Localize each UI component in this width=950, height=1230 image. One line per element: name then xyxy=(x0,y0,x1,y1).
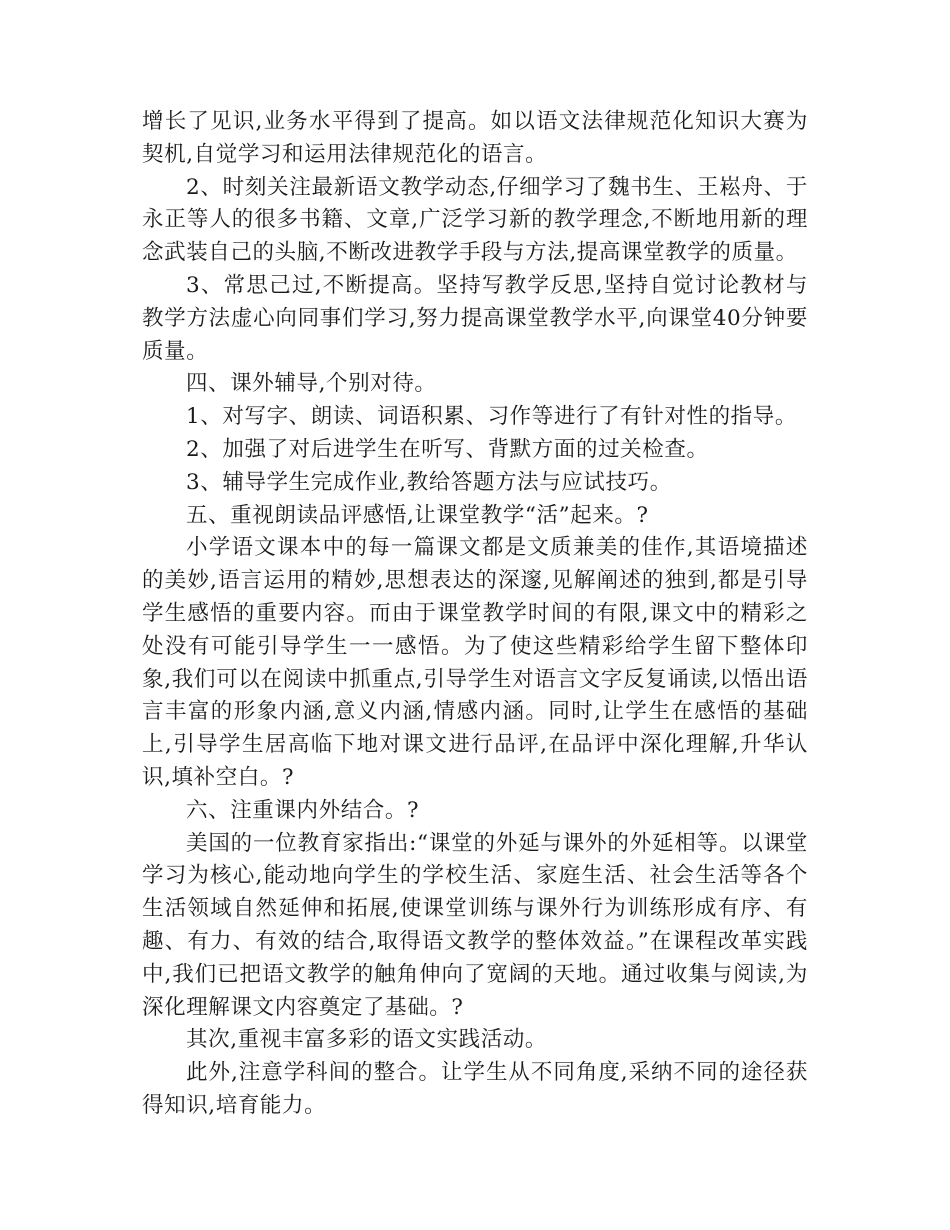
paragraph-item-3: 3、常思己过,不断提高。坚持写教学反思,坚持自觉讨论教材与教学方法虚心向同事们学习,努力提高课堂教学水平,向课堂40分钟要质量。 xyxy=(142,272,808,364)
document-body xyxy=(142,106,808,1123)
paragraph-item-4-2: 2、加强了对后进学生在听写、背默方面的过关检查。 xyxy=(186,436,709,462)
section-heading-4: 四、课外辅导,个别对待。 xyxy=(186,371,437,397)
paragraph-item-4-1: 1、对写字、朗读、词语积累、习作等进行了有针对性的指导。 xyxy=(186,404,797,430)
paragraph-section-5: 小学语文课本中的每一篇课文都是文质兼美的佳作,其语境描述的美妙,语言运用的精妙,思想表达的深邃,见解阐述的独到,都是引导学生感悟的重要内容。而由于课堂教学时间的有限,课文中的精彩之处没有可能引导学生一一感悟。为了使这些精彩给学生留下整体印象,我们可以在阅读中抓重点,引导学生对语言文字反复诵读,以悟出语言丰富的形象内涵,意义内涵,情感内涵。同时,让学生在感悟的基础上,引导学生居高临下地对课文进行品评,在品评中深化理解,升华认识,填补空白。? xyxy=(142,535,808,790)
paragraph-section-6: 美国的一位教育家指出:“课堂的外延与课外的外延相等。以课堂学习为核心,能动地向学生的学校生活、家庭生活、社会生活等各个生活领域自然延伸和拓展,使课堂训练与课外行为训练形成有序、有趣、有力、有效的结合,取得语文教学的整体效益。”在课程改革实践中,我们已把语文教学的触角伸向了宽阔的天地。通过收集与阅读,为深化理解课文内容奠定了基础。? xyxy=(142,830,808,1020)
paragraph-continuation: 增长了见识,业务水平得到了提高。如以语文法律规范化知识大赛为契机,自觉学习和运用法律规范化的语言。 xyxy=(142,109,808,167)
paragraph-item-2: 2、时刻关注最新语文教学动态,仔细学习了魏书生、王崧舟、于永正等人的很多书籍、文章,广泛学习新的教学理念,不断地用新的理念武装自己的头脑,不断改进教学手段与方法,提高课堂教学的质量。 xyxy=(142,174,808,266)
paragraph-item-4-3: 3、辅导学生完成作业,教给答题方法与应试技巧。 xyxy=(186,469,672,495)
paragraph-secondly: 其次,重视丰富多彩的语文实践活动。 xyxy=(186,1027,548,1053)
section-heading-6: 六、注重课内外结合。? xyxy=(186,797,420,823)
section-heading-5: 五、重视朗读品评感悟,让课堂教学“活”起来。? xyxy=(186,502,649,528)
paragraph-moreover: 此外,注意学科间的整合。让学生从不同角度,采纳不同的途径获得知识,培育能力。 xyxy=(142,1060,808,1118)
